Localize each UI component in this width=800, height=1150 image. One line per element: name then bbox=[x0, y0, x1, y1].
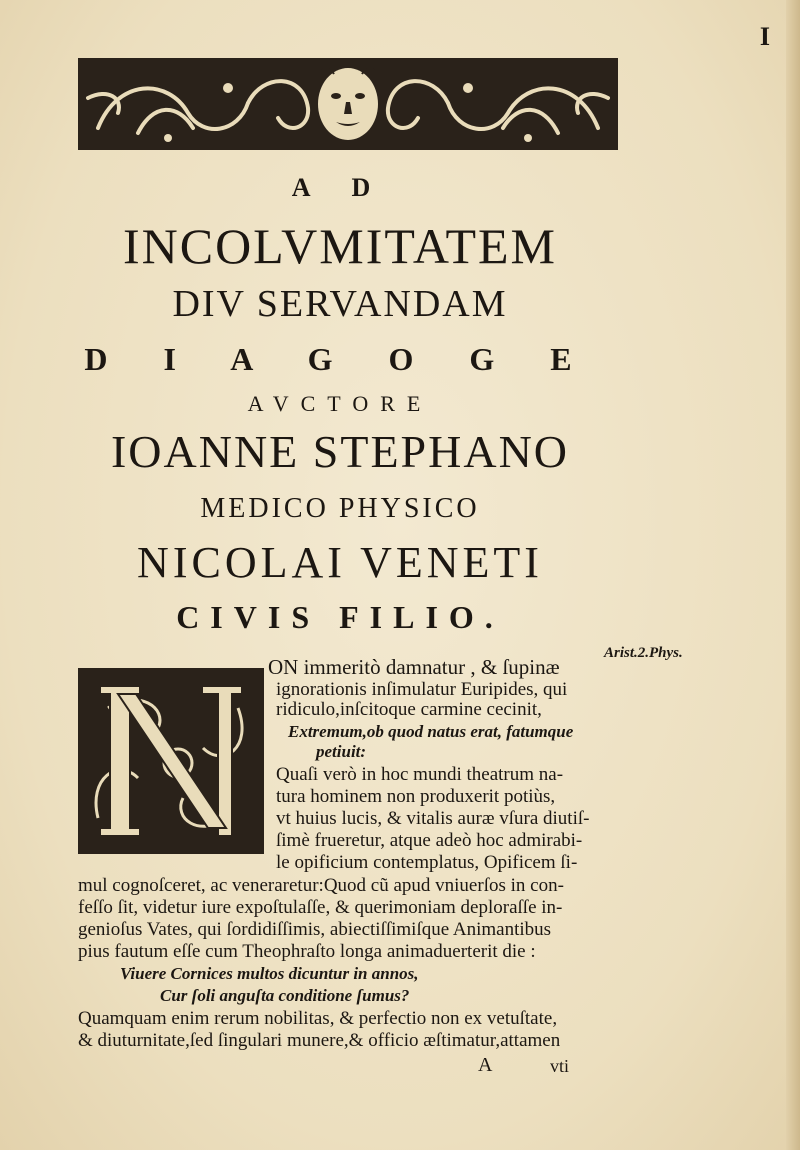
title-line-ad: A D bbox=[291, 173, 389, 202]
decorated-initial-n bbox=[78, 668, 264, 854]
catchword: vti bbox=[550, 1056, 570, 1076]
title-line-auctore: AVCTORE bbox=[247, 391, 433, 416]
body-line-3: ridiculo,inſcitoque carmine cecinit, bbox=[276, 699, 542, 720]
body-line-6: Quaſi verò in hoc mundi theatrum na- bbox=[276, 764, 564, 785]
body-line-2: ignorationis inſimulatur Euripides, qui bbox=[276, 679, 568, 700]
title-line-civis-filio: CIVIS FILIO. bbox=[176, 599, 504, 635]
body-line-12: feſſo ſit, videtur iure expoſtulaſſe, & querimoniam deploraſſe in- bbox=[78, 897, 563, 918]
page-number: I bbox=[759, 22, 770, 51]
father-name: NICOLAI VENETI bbox=[137, 538, 543, 587]
title-block bbox=[60, 165, 620, 633]
body-line-18: & diuturnitate,ſed ſingulari munere,& officio æſtimatur,attamen bbox=[78, 1030, 561, 1051]
body-line-11: mul cognoſceret, ac veneraretur:Quod cũ apud vniuerſos in con- bbox=[78, 875, 564, 896]
body-line-14: pius fautum eſſe cum Theophraſto longa animaduerterit die : bbox=[78, 941, 536, 962]
body-line-1: ON immeritò damnatur , & ſupinæ bbox=[268, 655, 560, 679]
quote-line-1: Extremum,ob quod natus erat, fatumque bbox=[288, 722, 574, 741]
ornamental-headpiece bbox=[78, 58, 618, 150]
body-line-17: Quamquam enim rerum nobilitas, & perfectio non ex vetuſtate, bbox=[78, 1008, 558, 1029]
verse-line-1: Viuere Cornices multos dicuntur in annos, bbox=[120, 964, 419, 983]
marginal-note: Arist.2.Phys. bbox=[604, 645, 683, 661]
page-edge bbox=[786, 0, 800, 1150]
author-profession: MEDICO PHYSICO bbox=[200, 493, 480, 524]
author-name: IOANNE STEPHANO bbox=[110, 426, 570, 477]
title-line-incolumitatem: INCOLVMITATEM bbox=[122, 218, 558, 274]
title-line-diagoge: D I A G O G E bbox=[84, 341, 596, 377]
signature-mark: A bbox=[478, 1054, 493, 1076]
body-line-10: le opificium contemplatus, Opificem ſi- bbox=[276, 852, 578, 873]
quote-line-2: petiuit: bbox=[316, 742, 367, 761]
title-line-diu-servandam: DIV SERVANDAM bbox=[172, 283, 508, 325]
body-line-7: tura hominem non produxerit potiùs, bbox=[276, 786, 556, 807]
verse-line-2: Cur ſoli anguſta conditione ſumus? bbox=[160, 986, 410, 1005]
body-line-9: ſimè frueretur, atque adeò hoc admirabi- bbox=[276, 830, 583, 851]
body-line-13: genioſus Vates, qui ſordidiſſimis, abiectiſſimiſque Animantibus bbox=[78, 919, 552, 940]
body-line-8: vt huius lucis, & vitalis auræ vſura diutiſ- bbox=[276, 808, 590, 829]
